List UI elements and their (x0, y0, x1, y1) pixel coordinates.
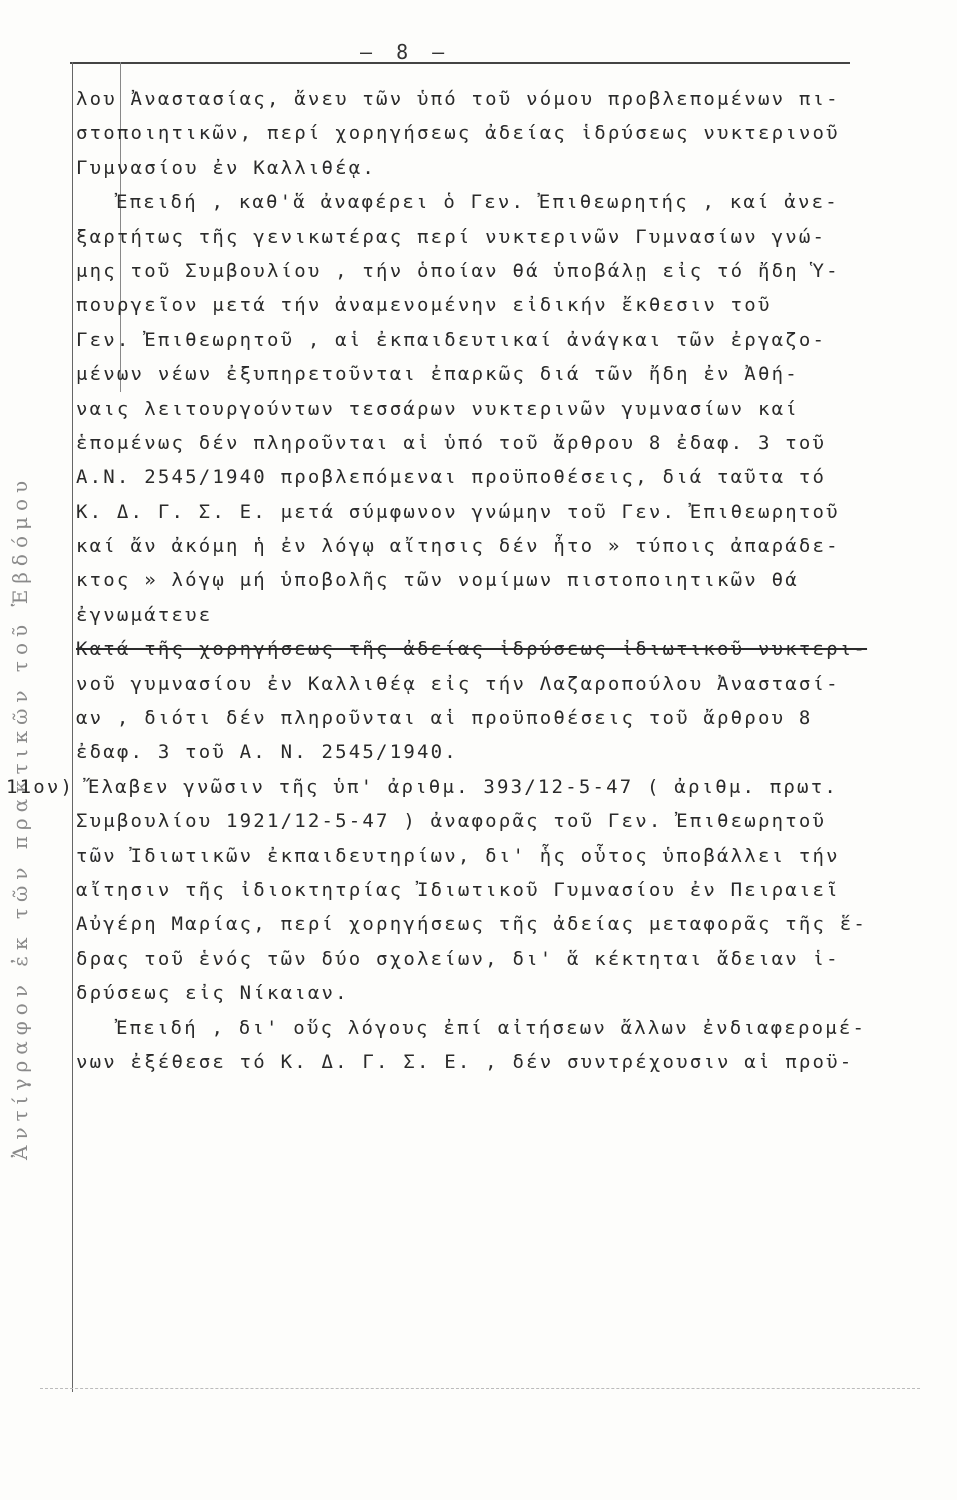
margin-stamp-text: Ἀντίγραφον ἐκ τῶν πρακτικῶν τοῦ Ἑβδόμου (8, 474, 32, 1160)
text-line: ἐδαφ. 3 τοῦ Α. Ν. 2545/1940. (76, 741, 458, 764)
footer-rule (40, 1388, 920, 1389)
text-line: ἑπομένως δέν πληροῦνται αἱ ὑπό τοῦ ἄρθρου 8 ἐδαφ. 3 τοῦ (76, 431, 827, 454)
text-line-item-11: 11ον) Ἔλαβεν γνῶσιν τῆς ὑπ' ἀριθμ. 393/12-5-47 ( ἀριθμ. πρωτ. (6, 775, 838, 798)
text-line: Αὐγέρη Μαρίας, περί χορηγήσεως τῆς ἀδείας μεταφορᾶς τῆς ἕ- (76, 913, 868, 936)
text-line: Α.Ν. 2545/1940 προβλεπόμεναι προϋποθέσεις, διά ταῦτα τό (76, 466, 827, 489)
text-line: καί ἄν ἀκόμη ἡ ἐν λόγῳ αἴτησις δέν ἦτο » τύποις ἀπαράδε- (76, 535, 840, 558)
header-rule (70, 62, 850, 64)
text-line: Ἐπειδή , δι' οὕς λόγους ἐπί αἰτήσεων ἄλλων ἐνδιαφερομέ- (116, 1016, 867, 1039)
text-line: ξαρτήτως τῆς γενικωτέρας περί νυκτερινῶν Γυμνασίων γνώ- (76, 225, 827, 248)
text-line: Συμβουλίου 1921/12-5-47 ) ἀναφορᾶς τοῦ Γεν. Ἐπιθεωρητοῦ (76, 810, 827, 833)
text-line: ναις λειτουργούντων τεσσάρων νυκτερινῶν γυμνασίων καί (76, 397, 799, 420)
text-line: πουργεῖον μετά τήν ἀναμενομένην εἰδικήν ἔκθεσιν τοῦ (76, 294, 772, 317)
text-line: αν , διότι δέν πληροῦνται αἱ προϋποθέσεις τοῦ ἄρθρου 8 (76, 707, 813, 730)
text-line: στοποιητικῶν, περί χορηγήσεως ἀδείας ἱδρύσεως νυκτερινοῦ (76, 122, 840, 145)
text-line: νων ἐξέθεσε τό Κ. Δ. Γ. Σ. Ε. , δέν συντρέχουσιν αἱ προϋ- (76, 1050, 854, 1073)
page-number: – 8 – (360, 40, 451, 64)
text-line: τῶν Ἰδιωτικῶν ἐκπαιδευτηρίων, δι' ἧς οὗτος ὑποβάλλει τήν (76, 844, 840, 867)
text-line: μένων νέων ἐξυπηρετοῦνται ἐπαρκῶς διά τῶν ἤδη ἐν Ἀθή- (76, 363, 799, 386)
text-line: μης τοῦ Συμβουλίου , τήν ὁποίαν θά ὑποβάλῃ εἰς τό ἤδη Ὑ- (76, 259, 840, 282)
text-line: Γεν. Ἐπιθεωρητοῦ , αἱ ἐκπαιδευτικαί ἀνάγκαι τῶν ἐργαζο- (76, 328, 827, 351)
text-line: νοῦ γυμνασίου ἐν Καλλιθέᾳ εἰς τήν Λαζαροπούλου Ἀναστασί- (76, 672, 840, 695)
text-line: λου Ἀναστασίας, ἄνευ τῶν ὑπό τοῦ νόμου προβλεπομένων πι- (76, 88, 840, 110)
text-line: ἐγνωμάτευε (76, 603, 213, 626)
text-line: Γυμνασίου ἐν Καλλιθέᾳ. (76, 156, 377, 179)
text-line: κτος » λόγῳ μή ὑποβολῆς τῶν νομίμων πιστοποιητικῶν θά (76, 569, 799, 592)
text-line-struck: Κατά τῆς χορηγήσεως τῆς ἀδείας ἱδρύσεως ἰδιωτικοῦ νυκτερι- (76, 638, 868, 661)
text-line: Ἐπειδή , καθ'ἅ ἀναφέρει ὁ Γεν. Ἐπιθεωρητής , καί ἀνε- (116, 191, 839, 214)
text-line: δρύσεως εἰς Νίκαιαν. (76, 982, 349, 1005)
text-line: αἴτησιν τῆς ἰδιοκτητρίας Ἰδιωτικοῦ Γυμνασίου ἐν Πειραιεῖ (76, 878, 840, 901)
text-line: Κ. Δ. Γ. Σ. Ε. μετά σύμφωνον γνώμην τοῦ Γεν. Ἐπιθεωρητοῦ (76, 500, 840, 523)
margin-rule (72, 62, 73, 1392)
text-line: δρας τοῦ ἑνός τῶν δύο σχολείων, δι' ἅ κέκτηται ἄδειαν ἱ- (76, 947, 840, 970)
